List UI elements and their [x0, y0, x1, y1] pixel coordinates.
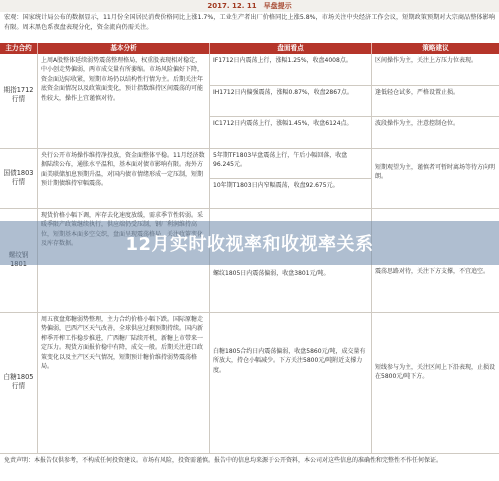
table-header	[0, 43, 499, 54]
watch-item: 10年期T1803日内窄幅震荡，收盘92.675元。	[213, 182, 339, 189]
table-row	[0, 313, 499, 454]
table-row	[0, 149, 499, 209]
header-watch: 盘面看点	[210, 43, 372, 54]
row-watch: 白糖1805合约日内震荡偏弱，收盘5860元/吨，成交量有所放大，持仓小幅减少。下方关注5800元/吨附近支撑力度。	[213, 348, 366, 374]
disclaimer: 免责声明：本报告仅供参考，不构成任何投资建议。市场有风险，投资需谨慎。报告中的信息均来源于公开资料，本公司对这些信息的准确性和完整性不作任何保证。	[4, 457, 443, 464]
row-fundamentals-cell	[38, 313, 210, 453]
row-contract-cell	[0, 54, 38, 148]
row-contract: 国债1803 行情	[3, 169, 34, 186]
row-contract: 白糖1805 行情	[3, 373, 34, 390]
advice-item: 区间操作为主，关注上方压力位表现。	[372, 54, 499, 86]
row-advice-cell	[372, 54, 499, 148]
watch-item: IF1712日内震荡上行，涨幅1.25%，收盘4008点。	[210, 54, 371, 86]
advice-item: 波段操作为主，注意控制仓位。	[375, 120, 460, 127]
row-fundamentals-cell	[38, 54, 210, 148]
row-watch-cell	[210, 54, 372, 148]
row-fundamentals: 央行公开市场操作维持净投放，资金面整体平稳。11月经济数据陆续公布，通胀水平温和，基本面对债市影响有限。海外方面美联储加息预期升温，对国内债市情绪形成一定压制，短期预计期债维持窄幅震荡。	[41, 152, 205, 188]
row-fundamentals: 周五夜盘郑糖弱势整理，主力合约价格小幅下跌。国际原糖走势偏弱，巴西产区天气改善，全球供应过剩预期持续。国内新榨季开榨工作稳步推进，广西糖厂陆续开机，新糖上市带来一定压力。现货方面报价稳中有降，成交一般。后期关注进口政策变化以及主产区天气情况，短期预计糖价维持弱势震荡格局。	[41, 316, 204, 371]
watch-item: 螺纹1805日内震荡偏弱，收盘3801元/吨。	[213, 270, 330, 277]
row-watch-cell	[210, 313, 372, 453]
watch-item: 5年期TF1803早盘震荡上行，午后小幅回落，收盘96.245元。	[210, 149, 371, 179]
row-advice-cell	[372, 313, 499, 453]
header-advice: 策略建议	[422, 44, 449, 52]
report-date: 2017. 12. 11 早盘提示	[0, 0, 499, 12]
row-contract-cell	[0, 313, 38, 453]
watch-item: IH1712日内偏强震荡，涨幅0.87%，收盘2867点。	[210, 86, 371, 117]
row-fundamentals-cell	[38, 149, 210, 208]
row-advice: 短期观望为主，谨慎者可暂时离场等待方向明朗。	[375, 164, 496, 181]
header-fundamentals: 基本分析	[38, 43, 210, 54]
row-contract: 期指1712 行情	[3, 86, 34, 103]
row-fundamentals: 上周A股整体延续弱势震荡整理格局，权重股表现相对稳定，中小创走势偏弱，两市成交量有所萎缩。市场风险偏好下降，资金面边际收紧，短期市场仍以结构性行情为主。后期关注年底资金面情况以及政策面变化，预计指数维持区间震荡的可能性较大，操作上宜谨慎对待。	[41, 57, 204, 102]
watch-item: IC1712日内震荡上行，涨幅1.45%，收盘6124点。	[213, 120, 353, 127]
row-fundamentals: 现货价格小幅下调，库存去化速度放缓，需求季节性转弱。采	[41, 212, 204, 219]
advice-item: 逢低轻仓试多，严格设置止损。	[372, 86, 499, 117]
row-advice-cell	[372, 149, 499, 208]
row-advice: 短线参与为主，关注区间上下沿表现，止损设在5800元/吨下方。	[375, 364, 496, 381]
macro-summary: 宏观：国家统计局公布的数据显示，11月份全国居民消费价格同比上涨1.7%，工业生产者出厂价格同比上涨5.8%，市场关注中央经济工作会议，短期政策预期对大宗商品整体影响有限。周末黑色系夜盘表现分化，资金流向仍需关注。	[4, 14, 495, 31]
banner-title: 12月实时收视率和收视率关系	[125, 234, 374, 255]
row-contract-cell	[0, 149, 38, 208]
row-watch-cell	[210, 149, 372, 208]
table-row	[0, 54, 499, 149]
row-advice: 震荡思路对待，关注下方支撑，不宜追空。	[375, 268, 490, 275]
header-contract: 主力合约	[0, 43, 38, 54]
